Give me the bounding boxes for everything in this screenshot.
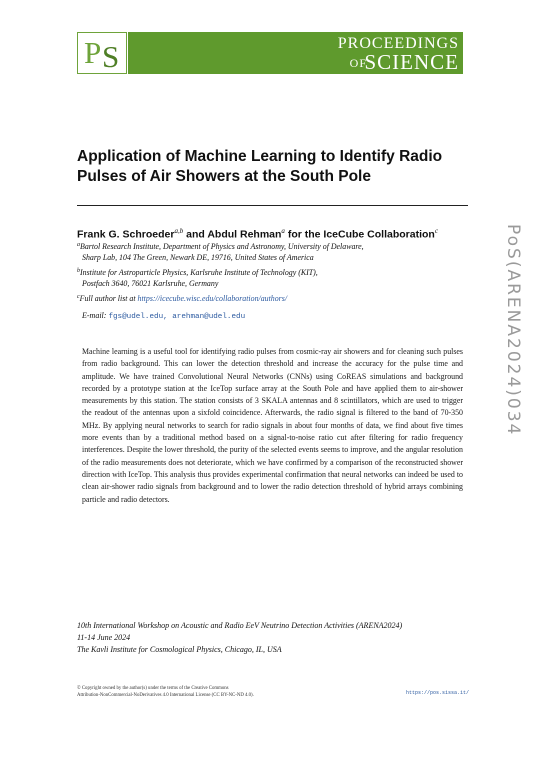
banner-science: SCIENCE xyxy=(364,50,459,74)
logo-letter-p: P xyxy=(84,35,102,70)
affiliation-b xyxy=(77,266,468,289)
affiliation-marker: b xyxy=(77,268,80,274)
banner-of: OF xyxy=(349,56,367,70)
copyright-line: © Copyright owned by the author(s) under the terms of the Creative Commons xyxy=(77,686,229,691)
pos-identifier: PoS(ARENA2024)034 xyxy=(503,224,523,437)
pos-logo-mark xyxy=(77,32,127,74)
email-label: E-mail: xyxy=(82,311,107,320)
affiliation-text: Postfach 3640, 76021 Karlsruhe, Germany xyxy=(82,279,219,288)
paper-title: Application of Machine Learning to Identify Radio Pulses of Air Showers at the South Pole xyxy=(77,148,443,185)
affiliation-c xyxy=(77,292,468,304)
author-conjunction: and xyxy=(183,228,208,241)
author-superscript: a xyxy=(281,227,285,235)
affiliation-marker: a xyxy=(77,242,80,248)
conference-name: 10th International Workshop on Acoustic and Radio EeV Neutrino Detection Activities (ARENA2024) xyxy=(77,621,403,630)
pos-url-link[interactable]: https://pos.sissa.it/ xyxy=(406,690,470,696)
author-superscript: c xyxy=(434,227,438,235)
title-rule xyxy=(77,205,468,206)
affiliation-text: Bartol Research Institute, Department of Physics and Astronomy, University of Delaware, xyxy=(80,242,364,251)
logo-letter-s: S xyxy=(102,39,120,74)
affiliation-text: Full author list at xyxy=(79,294,138,303)
affiliation-text: Institute for Astroparticle Physics, Karlsruhe Institute of Technology (KIT), xyxy=(80,268,318,277)
collaboration-name: for the IceCube Collaboration xyxy=(284,228,435,241)
affiliation-text: Sharp Lab, 104 The Green, Newark DE, 19716, United States of America xyxy=(82,253,314,262)
author-name: Frank G. Schroeder xyxy=(77,228,175,241)
conference-venue: The Kavli Institute for Cosmological Physics, Chicago, IL, USA xyxy=(77,645,282,654)
affiliation-marker: c xyxy=(77,294,80,300)
affiliation-a xyxy=(77,240,468,263)
abstract: Machine learning is a useful tool for identifying radio pulses from cosmic-ray air showers and for cleaning such pulses from radio background. This can lower the detection threshold and increase the accuracy for the pulse time and amplitude. We have trained Convolutional Neural Networks (CNNs) using CoREAS simulations and background recorded by a prototype station at the IceTop surface array at the South Pole and have applied them to air-shower measurements by this station. The station consists of 3 SKALA antennas and 8 scintillators, which are used to trigger the readout of the antennas upon a sixfold coincidence. Afterwards, the radio signal is filtered to the band of 70-350 MHz. By applying neural networks to search for radio signals in about four months of data, we find about five times more events than by a traditional method based on a signal-to-noise ratio cut after filtering for radio frequency interferences. Despite the lower threshold, the purity of the selected events seems to improve, and the angular resolution of the radio measurements does not deteriorate, which we have confirmed by a comparison of the reconstructed shower direction with IceTop. This analysis thus provides experimental confirmation that neural networks can indeed be used to clean air-shower radio signals from background and to lower the radio detection threshold of hybrid arrays combining particle and radio detectors. xyxy=(82,347,463,504)
license-line: Attribution-NonCommercial-NoDerivatives 4.0 International License (CC BY-NC-ND 4.0). xyxy=(77,693,254,698)
author-list-link[interactable]: https://icecube.wisc.edu/collaboration/authors/ xyxy=(137,294,288,303)
author-superscript: a,b xyxy=(174,227,184,235)
copyright-notice xyxy=(77,685,254,699)
conference-info xyxy=(77,620,468,656)
banner-proceedings: PROCEEDINGS xyxy=(337,35,459,52)
author-name: Abdul Rehman xyxy=(207,228,282,241)
conference-dates: 11-14 June 2024 xyxy=(77,633,131,642)
email-addresses[interactable]: fgs@udel.edu, arehman@udel.edu xyxy=(108,313,246,321)
proceedings-of-science-banner xyxy=(128,32,463,74)
email-line xyxy=(82,310,245,323)
